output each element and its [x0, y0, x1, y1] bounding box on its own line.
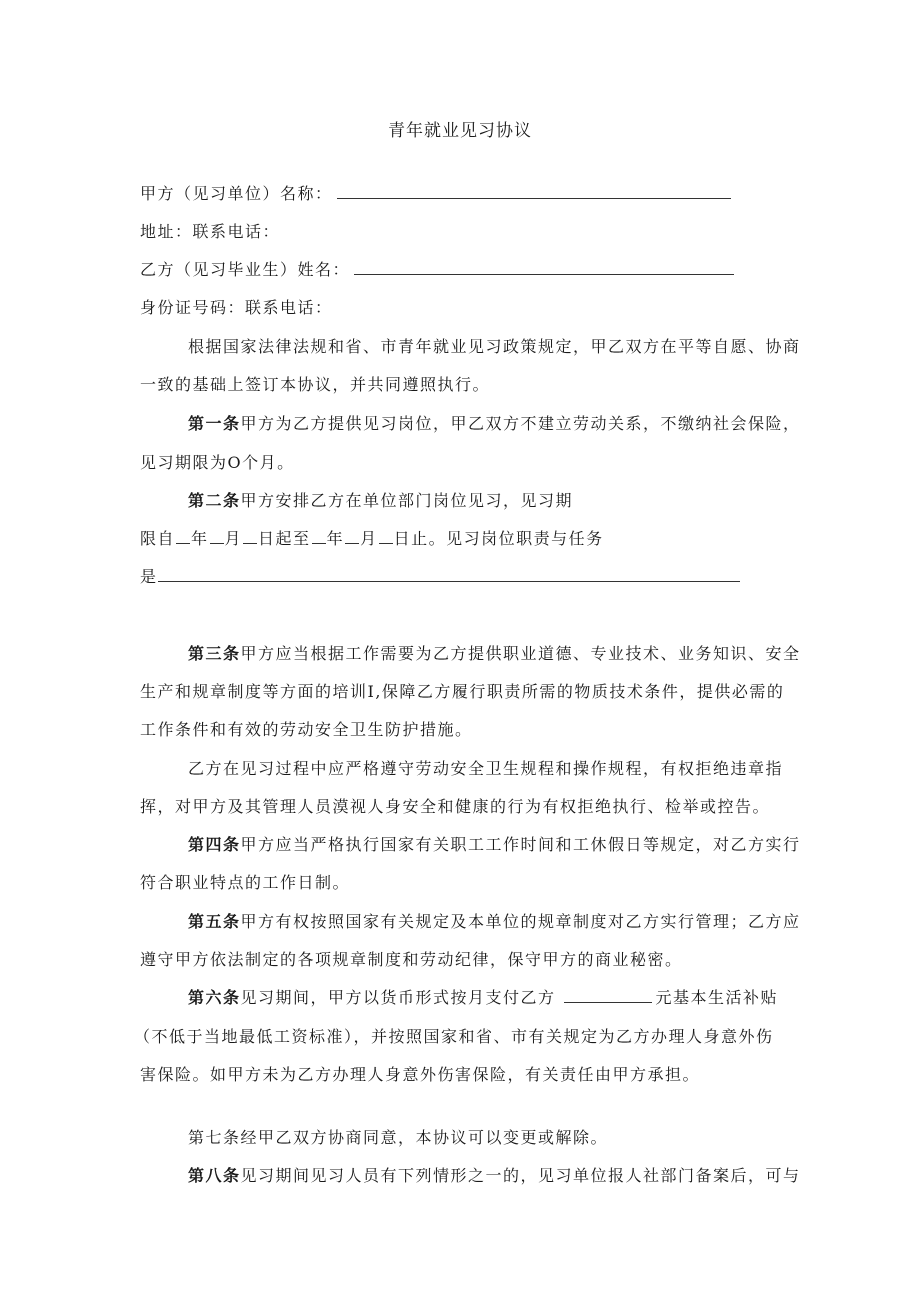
- party-b-label: 乙方（见习毕业生）姓名：: [140, 260, 351, 279]
- period-from-label: 限自: [140, 529, 176, 548]
- intro-line-2: 一致的基础上签订本协议，并共同遵照执行。: [140, 375, 491, 394]
- article-2-line-3: [140, 567, 740, 587]
- start-year-blank[interactable]: [176, 529, 190, 544]
- party-b-line: [140, 260, 734, 280]
- article-2-text-1: 甲方安排乙方在单位部门岗位见习，见习期: [240, 491, 574, 510]
- article-5-text-1: 甲方有权按照国家有关规定及本单位的规章制度对乙方实行管理；乙方应: [240, 912, 801, 931]
- article-3-line-2: 生产和规章制度等方面的培训I,保障乙方履行职责所需的物质技术条件，提供必需的: [140, 682, 785, 701]
- party-a-line: [140, 184, 731, 204]
- article-6-line-3: 害保险。如甲方未为乙方办理人身意外伤害保险，有关责任由甲方承担。: [140, 1065, 701, 1084]
- article-6-line-2: （不低于当地最低工资标准），并按照国家和省、市有关规定为乙方办理人身意外伤: [134, 1027, 774, 1046]
- allowance-amount-blank[interactable]: [564, 988, 652, 1003]
- article-1-line-1: [188, 414, 801, 434]
- end-year-blank[interactable]: [312, 529, 326, 544]
- year-label-2: 年: [326, 529, 345, 548]
- article-3-line-1: [188, 644, 801, 664]
- start-month-blank[interactable]: [210, 529, 224, 544]
- party-a-name-blank[interactable]: [337, 184, 731, 199]
- month-label-2: 月: [360, 529, 378, 548]
- article-2-heading: 第二条: [188, 491, 241, 510]
- intro-line-1: 根据国家法律法规和省、市青年就业见习政策规定，甲乙双方在平等自愿、协商: [188, 337, 801, 356]
- start-day-blank[interactable]: [243, 529, 257, 544]
- article-3-text-1: 甲方应当根据工作需要为乙方提供职业道德、专业技术、业务知识、安全: [240, 644, 801, 663]
- article-1-text-1: 甲方为乙方提供见习岗位，甲乙双方不建立劳动关系，不缴纳社会保险，: [240, 414, 801, 433]
- month-label: 月: [224, 529, 243, 548]
- article-6-text-2: 元基本生活补贴: [655, 988, 779, 1007]
- article-3-heading: 第三条: [188, 644, 241, 663]
- id-line: 身份证号码：联系电话：: [140, 298, 333, 317]
- article-5-line-1: [188, 912, 801, 932]
- article-4-text-1: 甲方应当严格执行国家有关职工工作时间和工休假日等规定，对乙方实行: [240, 835, 801, 854]
- article-8-text-1: 见习期间见习人员有下列情形之一的，见习单位报人社部门备案后，可与: [240, 1166, 801, 1185]
- day-to-label: 日起至: [258, 529, 311, 548]
- article-8-line-1: [188, 1166, 801, 1186]
- article-7-line: 第七条经甲乙双方协商同意，本协议可以变更或解除。: [188, 1128, 609, 1147]
- article-5-heading: 第五条: [188, 912, 241, 931]
- year-label: 年: [191, 529, 209, 548]
- article-3-line-3: 工作条件和有效的劳动安全卫生防护措施。: [140, 720, 473, 739]
- address-line: 地址：联系电话：: [140, 222, 281, 241]
- article-4-line-1: [188, 835, 801, 855]
- article-5-line-2: 遵守甲方依法制定的各项规章制度和劳动纪律，保守甲方的商业秘密。: [140, 950, 683, 969]
- party-b-name-blank[interactable]: [354, 260, 734, 275]
- period-end-text: 日止。见习岗位职责与任务: [393, 529, 604, 548]
- end-day-blank[interactable]: [379, 529, 393, 544]
- article-4-heading: 第四条: [188, 835, 241, 854]
- article-3-para2-line-1: 乙方在见习过程中应严格遵守劳动安全卫生规程和操作规程，有权拒绝违章指: [188, 759, 784, 778]
- article-2-line-1: [188, 491, 573, 511]
- article-8-heading: 第八条: [188, 1166, 241, 1185]
- article-3-para2-line-2: 挥，对甲方及其管理人员漠视人身安全和健康的行为有权拒绝执行、检举或控告。: [140, 797, 771, 816]
- article-6-line-1: [188, 988, 778, 1008]
- party-a-label: 甲方（见习单位）名称：: [140, 184, 333, 203]
- end-month-blank[interactable]: [345, 529, 359, 544]
- article-6-text-1: 见习期间，甲方以货币形式按月支付乙方: [240, 988, 556, 1007]
- article-4-line-2: 符合职业特点的工作日制。: [140, 873, 351, 892]
- article-6-heading: 第六条: [188, 988, 241, 1007]
- article-1-line-2: 见习期限为O个月。: [140, 453, 295, 472]
- article-2-line-2: [140, 529, 604, 549]
- document-title: 青年就业见习协议: [388, 121, 532, 141]
- article-1-heading: 第一条: [188, 414, 241, 433]
- duties-label: 是: [140, 567, 158, 586]
- duties-blank[interactable]: [158, 567, 740, 582]
